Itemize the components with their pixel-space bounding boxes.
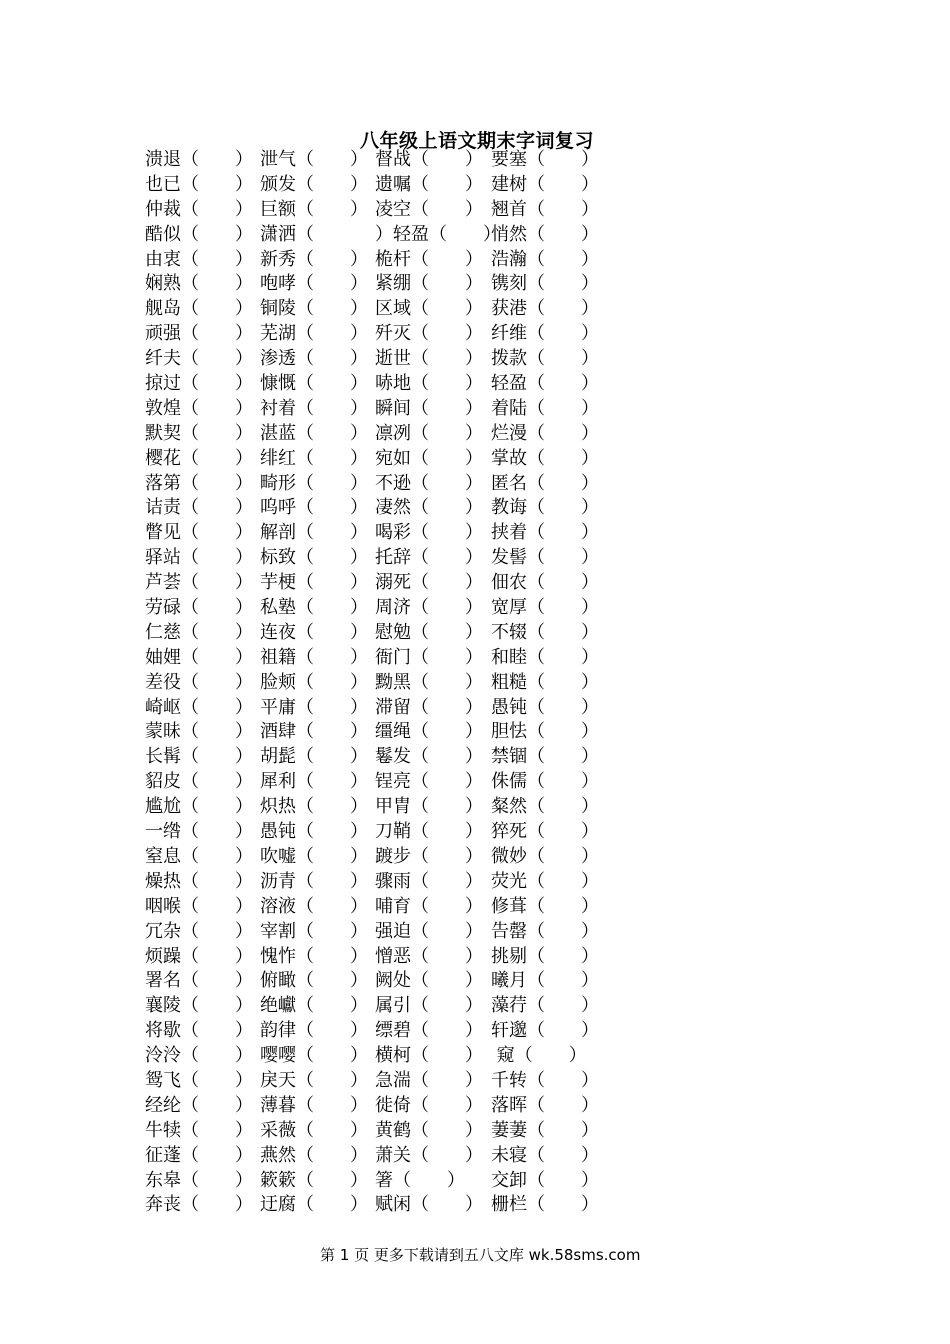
word-item: 鬈发（ ）	[375, 746, 483, 768]
word-item: 慷慨（ ）	[260, 373, 368, 395]
word-item: 滞留（ ）	[375, 696, 483, 718]
word-item: 脸颊（ ）	[260, 671, 368, 693]
word-item: 阙处（ ）	[375, 970, 483, 992]
word-row	[145, 945, 605, 970]
word-item: 纤维（ ）	[491, 323, 599, 345]
word-item: 烦躁（ ）	[145, 945, 253, 967]
word-item: 教诲（ ）	[491, 497, 599, 519]
word-row	[145, 994, 605, 1019]
word-item: 托辞（ ）	[375, 547, 483, 569]
word-row	[145, 223, 605, 248]
word-item: 不辍（ ）	[491, 621, 599, 643]
word-item: 骤雨（ ）	[375, 870, 483, 892]
word-item: 属引（ ）	[375, 995, 483, 1017]
word-item: 胆怯（ ）	[491, 721, 599, 743]
word-item: 蒙昧（ ）	[145, 721, 253, 743]
word-item: 要塞（ ）	[491, 149, 599, 170]
word-item: 簌簌（ ）	[260, 1169, 368, 1191]
word-item: 泠泠（ ）	[145, 1045, 253, 1067]
word-item: 急湍（ ）	[375, 1069, 483, 1091]
word-item: 轩邈（ ）	[491, 1020, 599, 1042]
word-item: 和睦（ ）	[491, 646, 599, 668]
word-item: 迂腐（ ）	[260, 1194, 368, 1216]
word-item: 宛如（ ）	[375, 447, 483, 469]
word-item: 轻盈（ ）	[491, 373, 599, 395]
word-row	[145, 571, 605, 596]
word-item: 刀鞘（ ）	[375, 821, 483, 843]
word-item: 也已（ ）	[145, 173, 253, 195]
word-row	[145, 1119, 605, 1144]
word-item: 戾天（ ）	[260, 1069, 368, 1091]
word-item: 强迫（ ）	[375, 920, 483, 942]
word-item: 粗糙（ ）	[491, 671, 599, 693]
word-item: 粲然（ ）	[491, 796, 599, 818]
word-item: 愚钝（ ）	[260, 821, 368, 843]
word-item: 新秀（ ）	[260, 248, 368, 270]
word-row	[145, 969, 605, 994]
word-item: 敦煌（ ）	[145, 397, 253, 419]
word-row	[145, 1044, 605, 1069]
word-row	[145, 671, 605, 696]
word-row	[145, 372, 605, 397]
word-item: 渗透（ ）	[260, 348, 368, 370]
word-item: 纤夫（ ）	[145, 348, 253, 370]
word-item: 哧地（ ）	[375, 373, 483, 395]
word-item: 标致（ ）	[260, 547, 368, 569]
word-item: 千转（ ）	[491, 1069, 599, 1091]
word-row	[145, 1169, 605, 1194]
word-item: 衬着（ ）	[260, 397, 368, 419]
word-item: 烂漫（ ）	[491, 422, 599, 444]
word-item: 征蓬（ ）	[145, 1144, 253, 1166]
word-item: 巨额（ ）	[260, 198, 368, 220]
word-row	[145, 920, 605, 945]
word-item: 颁发（ ）	[260, 173, 368, 195]
word-item: 私塾（ ）	[260, 597, 368, 619]
word-item: 奔丧（ ）	[145, 1194, 253, 1216]
word-item: 胡髭（ ）	[260, 746, 368, 768]
word-row	[145, 1144, 605, 1169]
word-item: 掠过（ ）	[145, 373, 253, 395]
word-item: 窒息（ ）	[145, 845, 253, 867]
word-item: 溶液（ ）	[260, 895, 368, 917]
word-item: 建树（ ）	[491, 173, 599, 195]
word-item: 妯娌（ ）	[145, 646, 253, 668]
word-row	[145, 870, 605, 895]
word-item: 湛蓝（ ）	[260, 422, 368, 444]
word-item: 不逊（ ）	[375, 472, 483, 494]
word-item: 箸（ ）	[375, 1169, 465, 1191]
word-item: 默契（ ）	[145, 422, 253, 444]
word-item: 凌空（ ）	[375, 198, 483, 220]
word-item: 潇洒（	[260, 223, 350, 245]
word-item: 溃退（ ）	[145, 149, 253, 170]
word-item: 挟着（ ）	[491, 522, 599, 544]
word-row	[145, 1193, 605, 1218]
word-item: 哺育（ ）	[375, 895, 483, 917]
word-item: 崎岖（ ）	[145, 696, 253, 718]
word-item: 连夜（ ）	[260, 621, 368, 643]
word-item: 紧绷（ ）	[375, 273, 483, 295]
word-item: 挑剔（ ）	[491, 945, 599, 967]
word-item: 愚钝（ ）	[491, 696, 599, 718]
word-item: ）轻盈（ ）	[375, 223, 501, 245]
word-item: 镌刻（ ）	[491, 273, 599, 295]
word-row	[145, 795, 605, 820]
word-row	[145, 198, 605, 223]
vocabulary-grid	[145, 148, 605, 1218]
word-row	[145, 347, 605, 372]
word-item: 猝死（ ）	[491, 821, 599, 843]
word-row	[145, 696, 605, 721]
word-row	[145, 1019, 605, 1044]
word-row	[145, 745, 605, 770]
word-item: 佃农（ ）	[491, 572, 599, 594]
word-row	[145, 472, 605, 497]
word-item: 冗杂（ ）	[145, 920, 253, 942]
word-item: 徙倚（ ）	[375, 1094, 483, 1116]
word-item: 凛冽（ ）	[375, 422, 483, 444]
word-item: 仁慈（ ）	[145, 621, 253, 643]
word-row	[145, 596, 605, 621]
word-item: 未寝（ ）	[491, 1144, 599, 1166]
word-row	[145, 895, 605, 920]
word-item: 匿名（ ）	[491, 472, 599, 494]
word-row	[145, 820, 605, 845]
word-item: 凄然（ ）	[375, 497, 483, 519]
word-item: 周济（ ）	[375, 597, 483, 619]
word-item: 窥（ ）	[491, 1045, 587, 1067]
word-item: 仲裁（ ）	[145, 198, 253, 220]
word-item: 差役（ ）	[145, 671, 253, 693]
word-item: 将歇（ ）	[145, 1020, 253, 1042]
word-item: 获港（ ）	[491, 298, 599, 320]
word-item: 鸳飞（ ）	[145, 1069, 253, 1091]
word-item: 踱步（ ）	[375, 845, 483, 867]
word-item: 督战（ ）	[375, 149, 483, 170]
word-item: 遗嘱（ ）	[375, 173, 483, 195]
word-item: 樱花（ ）	[145, 447, 253, 469]
word-row	[145, 720, 605, 745]
word-item: 薄暮（ ）	[260, 1094, 368, 1116]
word-item: 嘤嘤（ ）	[260, 1045, 368, 1067]
word-item: 咆哮（ ）	[260, 273, 368, 295]
word-item: 诘责（ ）	[145, 497, 253, 519]
word-item: 黝黑（ ）	[375, 671, 483, 693]
word-item: 微妙（ ）	[491, 845, 599, 867]
page-title: 八年级上语文期末字词复习	[360, 130, 595, 152]
word-item: 栅栏（ ）	[491, 1194, 599, 1216]
word-item: 区域（ ）	[375, 298, 483, 320]
word-item: 貂皮（ ）	[145, 771, 253, 793]
word-item: 瞥见（ ）	[145, 522, 253, 544]
word-item: 禁锢（ ）	[491, 746, 599, 768]
word-item: 沥青（ ）	[260, 870, 368, 892]
word-item: 着陆（ ）	[491, 397, 599, 419]
word-item: 慰勉（ ）	[375, 621, 483, 643]
word-item: 缥碧（ ）	[375, 1020, 483, 1042]
word-item: 缰绳（ ）	[375, 721, 483, 743]
word-item: 黄鹤（ ）	[375, 1119, 483, 1141]
word-item: 呜呼（ ）	[260, 497, 368, 519]
word-item: 绯红（ ）	[260, 447, 368, 469]
word-item: 驿站（ ）	[145, 547, 253, 569]
word-item: 铜陵（ ）	[260, 298, 368, 320]
word-row	[145, 521, 605, 546]
page-footer: 第 1 页 更多下载请到五八文库 wk.58sms.com	[320, 1246, 641, 1264]
word-item: 萋萋（ ）	[491, 1119, 599, 1141]
word-item: 解剖（ ）	[260, 522, 368, 544]
word-item: 酒肆（ ）	[260, 721, 368, 743]
word-item: 芜湖（ ）	[260, 323, 368, 345]
word-item: 溺死（ ）	[375, 572, 483, 594]
word-item: 吹嘘（ ）	[260, 845, 368, 867]
word-item: 泄气（ ）	[260, 149, 368, 170]
word-item: 长髯（ ）	[145, 746, 253, 768]
word-item: 曦月（ ）	[491, 970, 599, 992]
word-item: 绝巘（ ）	[260, 995, 368, 1017]
word-row	[145, 546, 605, 571]
word-item: 燕然（ ）	[260, 1144, 368, 1166]
word-item: 燥热（ ）	[145, 870, 253, 892]
word-item: 侏儒（ ）	[491, 771, 599, 793]
word-item: 一绺（ ）	[145, 821, 253, 843]
word-row	[145, 447, 605, 472]
word-item: 萧关（ ）	[375, 1144, 483, 1166]
word-item: 落晖（ ）	[491, 1094, 599, 1116]
word-item: 告罄（ ）	[491, 920, 599, 942]
word-item: 喝彩（ ）	[375, 522, 483, 544]
word-item: 赋闲（ ）	[375, 1194, 483, 1216]
word-row	[145, 148, 605, 173]
word-row	[145, 496, 605, 521]
word-item: 交卸（ ）	[491, 1169, 599, 1191]
word-row	[145, 1094, 605, 1119]
word-item: 落第（ ）	[145, 472, 253, 494]
word-row	[145, 322, 605, 347]
word-row	[145, 248, 605, 273]
word-row	[145, 845, 605, 870]
word-row	[145, 397, 605, 422]
word-item: 修葺（ ）	[491, 895, 599, 917]
word-item: 桅杆（ ）	[375, 248, 483, 270]
word-item: 尴尬（ ）	[145, 796, 253, 818]
word-item: 藻荇（ ）	[491, 995, 599, 1017]
word-item: 劳碌（ ）	[145, 597, 253, 619]
word-item: 平庸（ ）	[260, 696, 368, 718]
word-item: 宽厚（ ）	[491, 597, 599, 619]
word-item: 歼灭（ ）	[375, 323, 483, 345]
word-item: 经纶（ ）	[145, 1094, 253, 1116]
word-row	[145, 272, 605, 297]
word-row	[145, 173, 605, 198]
word-item: 咽喉（ ）	[145, 895, 253, 917]
word-row	[145, 297, 605, 322]
word-item: 甲胄（ ）	[375, 796, 483, 818]
word-item: 横柯（ ）	[375, 1045, 483, 1067]
word-item: 衙门（ ）	[375, 646, 483, 668]
word-item: 畸形（ ）	[260, 472, 368, 494]
word-item: 炽热（ ）	[260, 796, 368, 818]
word-item: 襄陵（ ）	[145, 995, 253, 1017]
word-row	[145, 422, 605, 447]
word-item: 东皋（ ）	[145, 1169, 253, 1191]
word-item: 芦荟（ ）	[145, 572, 253, 594]
word-item: 韵律（ ）	[260, 1020, 368, 1042]
word-item: 宰割（ ）	[260, 920, 368, 942]
word-item: 犀利（ ）	[260, 771, 368, 793]
word-row	[145, 1069, 605, 1094]
word-item: 俯瞰（ ）	[260, 970, 368, 992]
word-item: 署名（ ）	[145, 970, 253, 992]
word-item: 芋梗（ ）	[260, 572, 368, 594]
word-item: 浩瀚（ ）	[491, 248, 599, 270]
word-item: 憎恶（ ）	[375, 945, 483, 967]
word-item: 采薇（ ）	[260, 1119, 368, 1141]
word-row	[145, 646, 605, 671]
word-item: 牛犊（ ）	[145, 1119, 253, 1141]
word-item: 翘首（ ）	[491, 198, 599, 220]
word-item: 逝世（ ）	[375, 348, 483, 370]
word-item: 娴熟（ ）	[145, 273, 253, 295]
word-item: 拨款（ ）	[491, 348, 599, 370]
word-item: 愧怍（ ）	[260, 945, 368, 967]
word-row	[145, 621, 605, 646]
word-item: 舰岛（ ）	[145, 298, 253, 320]
word-item: 酷似（ ）	[145, 223, 253, 245]
word-item: 掌故（ ）	[491, 447, 599, 469]
word-item: 悄然（ ）	[491, 223, 599, 245]
word-item: 祖籍（ ）	[260, 646, 368, 668]
word-row	[145, 770, 605, 795]
word-item: 瞬间（ ）	[375, 397, 483, 419]
word-item: 荧光（ ）	[491, 870, 599, 892]
word-item: 由衷（ ）	[145, 248, 253, 270]
word-item: 锃亮（ ）	[375, 771, 483, 793]
word-item: 发髻（ ）	[491, 547, 599, 569]
word-item: 顽强（ ）	[145, 323, 253, 345]
